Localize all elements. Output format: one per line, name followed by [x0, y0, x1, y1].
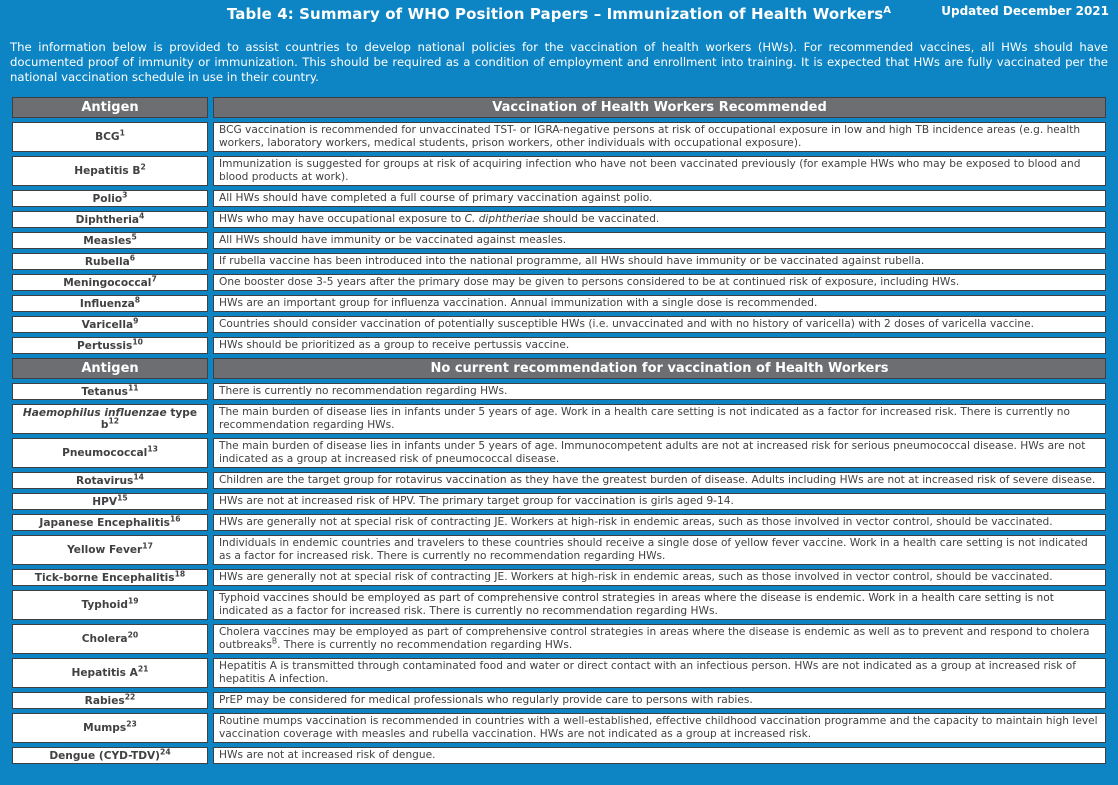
table-row [12, 438, 1106, 468]
footnote-marker: 11 [127, 382, 139, 392]
antigen-cell [12, 337, 208, 354]
table-row [12, 514, 1106, 531]
recommendation-cell [213, 590, 1106, 620]
footnote-marker: B [271, 636, 278, 646]
text-segment: Countries should consider vaccination of potentially susceptible HWs (i.e. unvaccinated and with no history of varicella) with 2 doses of varicella vaccine. [219, 318, 1034, 330]
antigen-cell [12, 713, 208, 743]
text-segment: Rotavirus [76, 474, 134, 487]
text-segment: Hepatitis A [71, 667, 138, 679]
antigen-cell [12, 569, 208, 586]
recommendation-cell [213, 316, 1106, 333]
footnote-marker: 1 [119, 128, 125, 138]
recommendation-cell [213, 692, 1106, 709]
column-header-recommendation: No current recommendation for vaccination of Health Workers [213, 358, 1106, 379]
text-segment: All HWs should have immunity or be vaccinated against measles. [219, 234, 567, 246]
table-row [12, 274, 1106, 291]
table-row [12, 624, 1106, 654]
text-segment: All HWs should have completed a full course of primary vaccination against polio. [219, 192, 653, 204]
recommendation-cell [213, 747, 1106, 764]
recommendation-cell [213, 190, 1106, 207]
table-row [12, 472, 1106, 489]
antigen-cell [12, 590, 208, 620]
footnote-marker: 22 [124, 691, 136, 701]
antigen-cell [12, 295, 208, 312]
antigen-cell [12, 404, 208, 434]
footnote-marker: 16 [169, 513, 181, 523]
recommendation-cell [213, 383, 1106, 400]
text-segment: Dengue (CYD-TDV) [49, 749, 161, 762]
text-segment: C. diphtheriae [464, 213, 540, 225]
text-segment: HWs should be prioritized as a group to receive pertussis vaccine. [219, 339, 570, 351]
table-row [12, 590, 1106, 620]
text-segment: The main burden of disease lies in infants under 5 years of age. Immunocompetent adults are not at increased risk for serious pneumococcal disease. HWs are not indicated as a group at increased risk of pneumococcal disease. [219, 440, 1086, 465]
antigen-cell [12, 383, 208, 400]
text-segment: PrEP may be considered for medical professionals who regularly provide care to persons with rabies. [219, 694, 753, 706]
footnote-marker: 21 [137, 664, 149, 674]
text-segment: Rubella [84, 255, 130, 268]
intro-paragraph: The information below is provided to assist countries to develop national policies for the vaccination of health workers (HWs). For recommended vaccines, all HWs should have documented proof of immunity or immunization. This should be required as a condition of employment and enrollment into training. It is expected that HWs are fully vaccinated per the national vaccination schedule in use in their country. [10, 40, 1108, 84]
recommendation-cell [213, 156, 1106, 186]
recommendation-cell [213, 514, 1106, 531]
text-segment: BCG [95, 131, 120, 143]
table-row [12, 156, 1106, 186]
antigen-cell [12, 156, 208, 186]
recommendation-cell [213, 404, 1106, 434]
text-segment: Varicella [81, 318, 134, 331]
footnote-marker: 19 [127, 596, 139, 606]
text-segment: HPV [92, 495, 118, 508]
recommendation-cell [213, 274, 1106, 291]
text-segment: HWs are generally not at special risk of contracting JE. Workers at high-risk in endemic areas, such as those involved in vector control, should be vaccinated. [219, 516, 1053, 528]
text-segment: Rabies [84, 694, 125, 707]
footnote-marker: 13 [147, 444, 158, 454]
section-header-row [12, 97, 1106, 118]
text-segment: Yellow Fever [67, 544, 143, 556]
footnote-marker: 9 [133, 315, 139, 325]
text-segment: Mumps [83, 722, 127, 734]
antigen-cell [12, 438, 208, 468]
text-segment: One booster dose 3-5 years after the primary dose may be given to persons considered to be at continued risk of exposure, including HWs. [219, 276, 960, 288]
table-row [12, 211, 1106, 228]
text-segment: HWs are not at increased risk of HPV. The primary target group for vaccination is girls aged 9-14. [219, 495, 734, 507]
text-segment: Pertussis [77, 339, 133, 352]
recommendation-cell [213, 535, 1106, 565]
antigen-cell [12, 190, 208, 207]
text-segment: Hepatitis A is transmitted through contaminated food and water or direct contact with an infectious person. HWs are not indicated as a group at increased risk of hepatitis A infection. [219, 660, 1077, 685]
table-row [12, 337, 1106, 354]
antigen-cell [12, 514, 208, 531]
title-bar [0, 0, 1118, 29]
recommendation-cell [213, 253, 1106, 270]
text-segment: Hepatitis B [74, 165, 141, 177]
page-title-footnote-marker: A [883, 5, 892, 16]
footnote-marker: 4 [139, 210, 145, 220]
text-segment: Children are the target group for rotavirus vaccination as they have the greatest burden of disease. Adults including HWs are not at increased risk of severe disease. [219, 474, 1096, 486]
text-segment: Tick-borne Encephalitis [34, 571, 175, 584]
table-row [12, 747, 1106, 764]
text-segment: Tetanus [81, 385, 128, 398]
recommendation-cell [213, 211, 1106, 228]
text-segment: Haemophilus influenzae [22, 407, 167, 419]
recommendation-cell [213, 493, 1106, 510]
section-header-row [12, 358, 1106, 379]
antigen-cell [12, 122, 208, 152]
text-segment: HWs are not at increased risk of dengue. [219, 749, 436, 761]
text-segment: should be vaccinated. [539, 213, 660, 225]
column-header-antigen: Antigen [12, 97, 208, 118]
text-segment: Typhoid [81, 599, 128, 611]
text-segment: Typhoid vaccines should be employed as part of comprehensive control strategies in areas where the disease is endemic. Work in a health care setting is not indicated as a factor for increased risk. There is currently no recommendation regarding HWs. [219, 592, 1054, 617]
footnote-marker: 7 [151, 273, 157, 283]
table-row [12, 232, 1106, 249]
antigen-cell [12, 472, 208, 489]
table-row [12, 404, 1106, 434]
recommendation-cell [213, 122, 1106, 152]
recommendation-cell [213, 337, 1106, 354]
text-segment: Measles [83, 234, 132, 247]
recommendation-cell [213, 295, 1106, 312]
antigen-cell [12, 232, 208, 249]
footnote-marker: 5 [131, 231, 137, 241]
recommendation-cell [213, 713, 1106, 743]
footnote-marker: 24 [160, 746, 171, 756]
footnote-marker: 18 [174, 568, 186, 578]
text-segment: Routine mumps vaccination is recommended in countries with a well-established, effective childhood vaccination programme and the capacity to maintain high level vaccination coverage with measles and rubella vaccination. HWs are not indicated as a group at increased risk. [219, 715, 1098, 740]
antigen-cell [12, 274, 208, 291]
footnote-marker: 8 [134, 294, 141, 304]
text-segment: . There is currently no recommendation regarding HWs. [277, 639, 573, 651]
table-row [12, 493, 1106, 510]
updated-date: Updated December 2021 [941, 4, 1109, 18]
footnote-marker: 23 [126, 719, 137, 729]
column-header-recommendation: Vaccination of Health Workers Recommended [213, 97, 1106, 118]
table-row [12, 122, 1106, 152]
table-row [12, 713, 1106, 743]
recommendation-cell [213, 472, 1106, 489]
footnote-marker: 20 [127, 630, 139, 640]
antigen-cell [12, 253, 208, 270]
antigen-cell [12, 624, 208, 654]
text-segment: Cholera vaccines may be employed as part of comprehensive control strategies in areas where the disease is endemic as well as to prevent and respond to cholera outbreaks [219, 626, 1090, 651]
antigen-cell [12, 692, 208, 709]
text-segment: Immunization is suggested for groups at risk of acquiring infection who have not been vaccinated previously (for example HWs who may be exposed to blood and blood products at work). [219, 158, 1081, 183]
recommendation-cell [213, 658, 1106, 688]
text-segment: Polio [92, 192, 123, 205]
immunization-table [7, 93, 1111, 768]
text-segment: Japanese Encephalitis [39, 516, 170, 529]
footnote-marker: 12 [108, 416, 120, 426]
table-row [12, 535, 1106, 565]
text-segment: BCG vaccination is recommended for unvaccinated TST- or IGRA-negative persons at risk of occupational exposure in low and high TB incidence areas (e.g. health workers, laboratory workers, medical students, prison workers, other individuals with occupational exposure). [219, 124, 1081, 149]
text-segment: HWs who may have occupational exposure to [219, 213, 465, 225]
text-segment: type b [100, 407, 198, 431]
text-segment: Meningococcal [63, 276, 152, 289]
text-segment: Individuals in endemic countries and travelers to these countries should receive a single dose of yellow fever vaccine. Work in a health care setting is not indicated as a factor for increased risk. There is currently no recommendation regarding HWs. [219, 537, 1088, 562]
recommendation-cell [213, 232, 1106, 249]
footnote-marker: 15 [117, 492, 128, 502]
table-row [12, 383, 1106, 400]
recommendation-cell [213, 438, 1106, 468]
footnote-marker: 14 [133, 471, 144, 481]
text-segment: Influenza [79, 297, 135, 310]
text-segment: There is currently no recommendation regarding HWs. [219, 385, 508, 397]
text-segment: Pneumococcal [62, 447, 148, 459]
table-row [12, 569, 1106, 586]
table-row [12, 295, 1106, 312]
antigen-cell [12, 535, 208, 565]
footnote-marker: 6 [129, 252, 136, 262]
table-row [12, 692, 1106, 709]
antigen-cell [12, 658, 208, 688]
table-row [12, 190, 1106, 207]
footnote-marker: 17 [142, 541, 153, 551]
recommendation-cell [213, 624, 1106, 654]
text-segment: HWs are generally not at special risk of contracting JE. Workers at high-risk in endemic areas, such as those involved in vector control, should be vaccinated. [219, 571, 1053, 583]
text-segment: Diphtheria [75, 213, 140, 226]
text-segment: HWs are an important group for influenza vaccination. Annual immunization with a single dose is recommended. [219, 297, 818, 309]
text-segment: If rubella vaccine has been introduced into the national programme, all HWs should have immunity or be vaccinated against rubella. [219, 255, 925, 267]
table-row [12, 253, 1106, 270]
text-segment: Cholera [81, 633, 128, 645]
page-title-text: Table 4: Summary of WHO Position Papers – Immunization of Health Workers [226, 5, 884, 23]
table-row [12, 316, 1106, 333]
table-row [12, 658, 1106, 688]
recommendation-cell [213, 569, 1106, 586]
antigen-cell [12, 493, 208, 510]
footnote-marker: 3 [122, 189, 128, 199]
text-segment: The main burden of disease lies in infants under 5 years of age. Work in a health care setting is not indicated as a factor for increased risk. There is currently no recommendation regarding HWs. [219, 406, 1070, 431]
antigen-cell [12, 747, 208, 764]
table-body [12, 97, 1106, 764]
column-header-antigen: Antigen [12, 358, 208, 379]
footnote-marker: 10 [132, 336, 143, 346]
antigen-cell [12, 316, 208, 333]
antigen-cell [12, 211, 208, 228]
footnote-marker: 2 [140, 162, 146, 172]
